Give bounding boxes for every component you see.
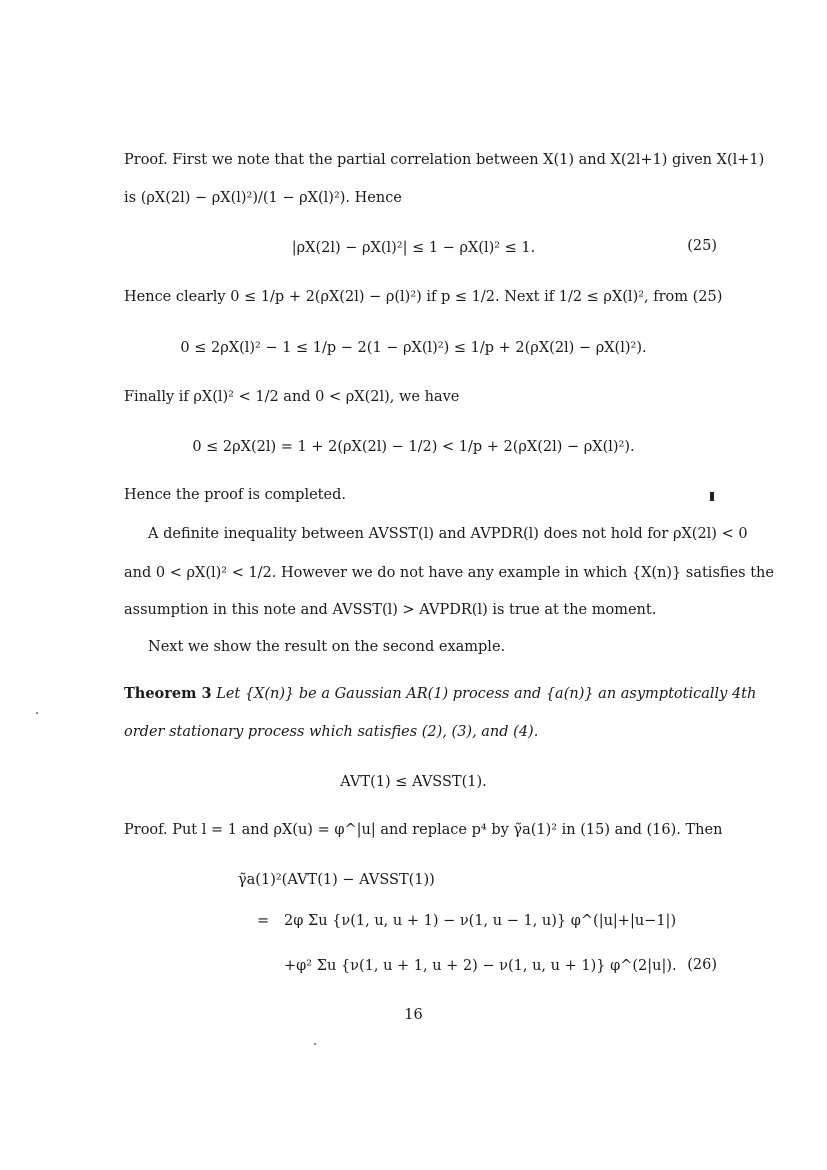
derivation-line-3: +φ² Σu {ν(1, u + 1, u + 2) − ν(1, u, u + 1)} φ^(2|u|). <box>284 958 677 974</box>
page-number: 16 <box>404 1007 423 1023</box>
qed-mark <box>710 492 714 501</box>
definite-line-2: and 0 < ρX(l)² < 1/2. However we do not have any example in which {X(n)} satisfies the <box>124 565 774 581</box>
derivation-equals: = <box>257 913 270 929</box>
derivation-line-2: 2φ Σu {ν(1, u, u + 1) − ν(1, u − 1, u)} φ^(|u|+|u−1|) <box>284 913 677 929</box>
theorem-text-1: Let {X(n)} be a Gaussian AR(1) process and {a(n)} an asymptotically 4th <box>216 686 757 702</box>
proof-line-2: is (ρX(2l) − ρX(l)²)/(1 − ρX(l)²). Hence <box>124 190 402 206</box>
derivation-line-1: γ̃a(1)²(AVT(1) − AVSST(1)) <box>238 872 435 888</box>
theorem-3-line-2 <box>124 722 718 742</box>
scan-speck <box>36 712 38 714</box>
theorem-equation: AVT(1) ≤ AVSST(1). <box>340 774 487 790</box>
finally-line: Finally if ρX(l)² < 1/2 and 0 < ρX(2l), we have <box>124 389 460 405</box>
equation-25-number: (25) <box>687 238 717 254</box>
proof-completed: Hence the proof is completed. <box>124 487 346 503</box>
theorem-label: Theorem 3 <box>124 685 212 702</box>
definite-line-3: assumption in this note and AVSST(l) > AVPDR(l) is true at the moment. <box>124 602 657 618</box>
proof-2-line: Proof. Put l = 1 and ρX(u) = φ^|u| and replace p⁴ by γ̃a(1)² in (15) and (16). Then <box>124 822 723 838</box>
proof-line-1: Proof. First we note that the partial correlation between X(1) and X(2l+1) given X(l+1) <box>124 152 765 168</box>
scan-speck <box>314 1043 316 1045</box>
inequality-2: 0 ≤ 2ρX(2l) = 1 + 2(ρX(2l) − 1/2) < 1/p + 2(ρX(2l) − ρX(l)²). <box>192 439 635 455</box>
inequality-1: 0 ≤ 2ρX(l)² − 1 ≤ 1/p − 2(1 − ρX(l)²) ≤ 1/p + 2(ρX(2l) − ρX(l)²). <box>180 340 647 356</box>
next-line: Next we show the result on the second example. <box>148 639 506 655</box>
theorem-text-2: order stationary process which satisfies (2), (3), and (4). <box>124 724 539 740</box>
equation-26-number: (26) <box>687 957 717 973</box>
hence-clearly-line: Hence clearly 0 ≤ 1/p + 2(ρX(2l) − ρ(l)²) if p ≤ 1/2. Next if 1/2 ≤ ρX(l)², from (25) <box>124 289 723 305</box>
theorem-3-line-1 <box>124 684 757 704</box>
definite-line-1: A definite inequality between AVSST(l) and AVPDR(l) does not hold for ρX(2l) < 0 <box>148 526 748 542</box>
equation-25: |ρX(2l) − ρX(l)²| ≤ 1 − ρX(l)² ≤ 1. <box>291 240 536 256</box>
